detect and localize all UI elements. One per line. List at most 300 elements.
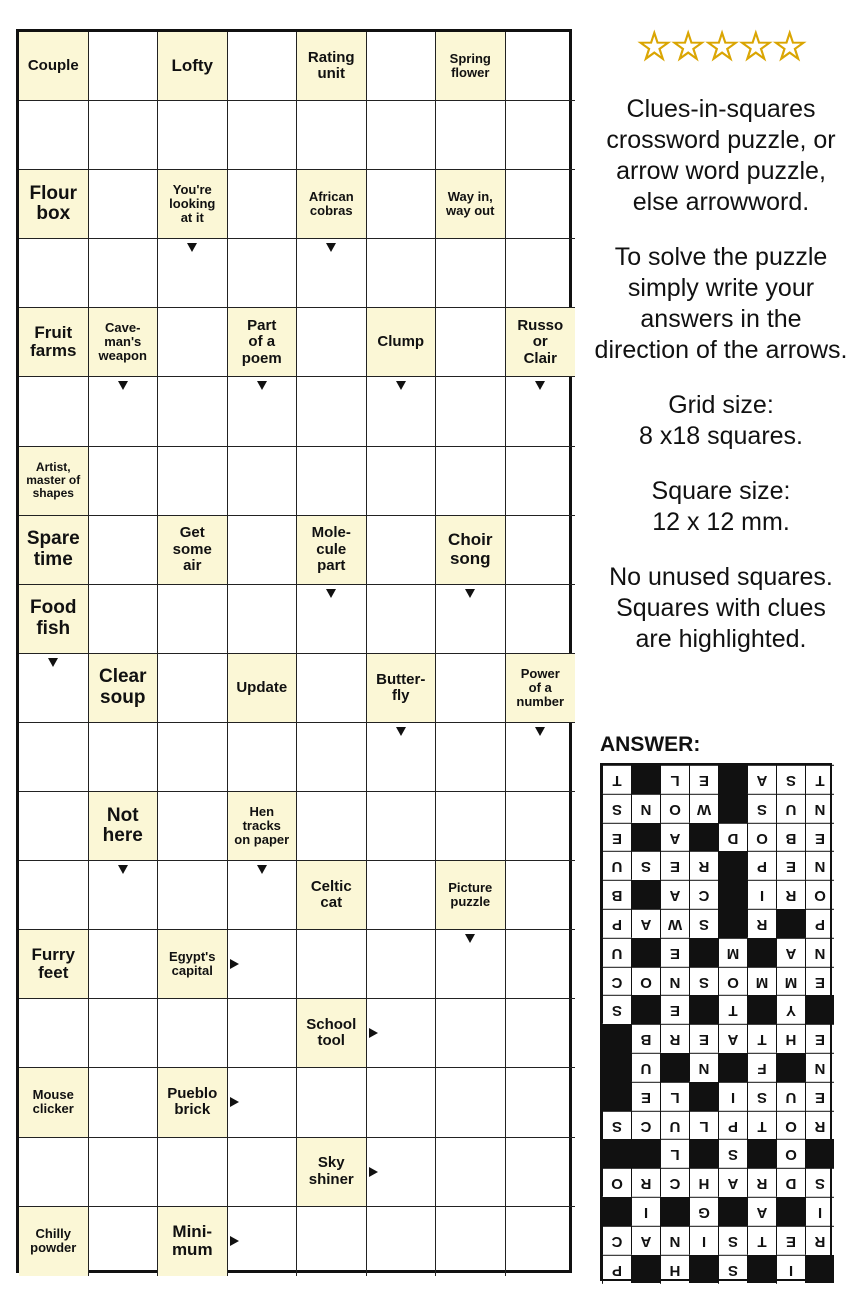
answer-cell[interactable] [89, 447, 159, 516]
answer-grid [600, 763, 832, 1281]
answer-black-cell [631, 765, 660, 794]
answer-cell[interactable] [506, 239, 576, 308]
answer-letter: R [660, 1024, 689, 1053]
answer-cell[interactable] [297, 447, 367, 516]
answer-cell[interactable] [506, 1207, 576, 1276]
arrow-down-icon [257, 865, 267, 874]
answer-letter: H [689, 1168, 718, 1197]
answer-letter: S [718, 1255, 747, 1284]
answer-black-cell [805, 1255, 834, 1284]
clue-text: Power of a number [516, 665, 565, 709]
answer-cell[interactable] [297, 1068, 367, 1137]
clue-cell [19, 170, 89, 239]
answer-cell[interactable] [506, 861, 576, 930]
answer-cell[interactable] [19, 239, 89, 308]
clue-text: Russo or Clair [517, 317, 564, 367]
answer-letter: R [805, 1111, 834, 1140]
clue-cell [297, 861, 367, 930]
answer-letter: E [776, 851, 805, 880]
answer-cell[interactable] [436, 723, 506, 792]
answer-cell[interactable] [297, 930, 367, 999]
answer-cell[interactable] [89, 516, 159, 585]
answer-black-cell [631, 1139, 660, 1168]
answer-cell[interactable] [158, 654, 228, 723]
answer-black-cell [689, 1082, 718, 1111]
answer-letter: N [805, 794, 834, 823]
answer-letter: N [660, 1226, 689, 1255]
answer-cell[interactable] [158, 101, 228, 170]
answer-cell[interactable] [436, 999, 506, 1068]
answer-letter: T [747, 1024, 776, 1053]
answer-letter: U [631, 1053, 660, 1082]
answer-cell[interactable] [506, 1068, 576, 1137]
answer-letter: E [631, 1082, 660, 1111]
answer-letter: I [747, 880, 776, 909]
answer-letter: P [805, 909, 834, 938]
clue-cell [297, 32, 367, 101]
answer-letter: U [602, 938, 631, 967]
clue-cell [19, 308, 89, 377]
answer-cell[interactable] [158, 999, 228, 1068]
answer-letter: C [602, 967, 631, 996]
answer-cell[interactable] [436, 101, 506, 170]
answer-cell[interactable] [228, 32, 298, 101]
clue-cell [228, 654, 298, 723]
answer-cell[interactable] [436, 1068, 506, 1137]
clue-text: Picture puzzle [448, 880, 493, 910]
answer-black-cell [776, 1053, 805, 1082]
answer-cell[interactable] [89, 170, 159, 239]
answer-black-cell [660, 1053, 689, 1082]
arrow-down-icon [396, 727, 406, 736]
answer-black-cell [718, 765, 747, 794]
answer-black-cell [718, 909, 747, 938]
answer-letter: E [805, 1024, 834, 1053]
answer-cell[interactable] [506, 32, 576, 101]
answer-cell[interactable] [158, 308, 228, 377]
answer-letter: O [602, 1168, 631, 1197]
answer-cell[interactable] [89, 101, 159, 170]
answer-cell[interactable] [89, 585, 159, 654]
answer-cell[interactable] [506, 792, 576, 861]
answer-letter: O [776, 1111, 805, 1140]
answer-cell[interactable] [367, 930, 437, 999]
answer-black-cell [747, 1255, 776, 1284]
arrow-down-icon [187, 243, 197, 252]
answer-cell[interactable] [436, 239, 506, 308]
answer-cell[interactable] [436, 377, 506, 446]
answer-letter: D [776, 1168, 805, 1197]
answer-letter: I [631, 1197, 660, 1226]
answer-cell[interactable] [228, 170, 298, 239]
clue-cell [19, 516, 89, 585]
answer-letter: B [602, 880, 631, 909]
clue-cell [228, 308, 298, 377]
answer-cell[interactable] [19, 723, 89, 792]
clue-cell [19, 930, 89, 999]
answer-cell[interactable] [506, 999, 576, 1068]
arrow-down-icon [396, 381, 406, 390]
answer-cell[interactable] [158, 723, 228, 792]
clue-text: Lofty [171, 55, 214, 75]
answer-letter: A [747, 1197, 776, 1226]
answer-cell[interactable] [228, 585, 298, 654]
answer-cell[interactable] [228, 516, 298, 585]
clue-cell [89, 308, 159, 377]
answer-letter: A [660, 880, 689, 909]
clue-text: Clump [377, 333, 425, 351]
answer-letter: R [805, 1226, 834, 1255]
clue-text: You're looking at it [169, 182, 216, 226]
answer-letter: P [747, 851, 776, 880]
answer-cell[interactable] [19, 1138, 89, 1207]
answer-cell[interactable] [436, 792, 506, 861]
answer-cell[interactable] [89, 723, 159, 792]
clue-text: Furry feet [31, 944, 75, 983]
clue-text: Cave- man's weapon [98, 320, 147, 364]
answer-cell[interactable] [228, 723, 298, 792]
clue-text: Food fish [30, 597, 77, 639]
clue-cell [158, 516, 228, 585]
clue-text: Update [236, 678, 288, 696]
answer-letter: I [718, 1082, 747, 1111]
clue-text: Pueblo brick [167, 1085, 218, 1119]
arrow-down-icon [118, 381, 128, 390]
answer-letter: P [602, 909, 631, 938]
answer-cell[interactable] [228, 999, 298, 1068]
answer-cell[interactable] [19, 101, 89, 170]
answer-letter: L [660, 765, 689, 794]
answer-cell[interactable] [19, 861, 89, 930]
clue-cell [89, 654, 159, 723]
instructions-text: To solve the puzzle simply write your answers in the direction of the arrows. [594, 243, 848, 364]
answer-letter: W [660, 909, 689, 938]
clue-text: Choir song [448, 530, 493, 568]
answer-letter: S [805, 1168, 834, 1197]
arrow-right-icon [369, 1167, 378, 1177]
clue-cell [506, 654, 576, 723]
answer-letter: N [805, 938, 834, 967]
answer-cell[interactable] [506, 101, 576, 170]
clue-cell [89, 792, 159, 861]
answer-cell[interactable] [506, 516, 576, 585]
answer-letter: I [776, 1255, 805, 1284]
arrow-right-icon [369, 1028, 378, 1038]
answer-letter: N [805, 851, 834, 880]
notes-text: No unused squares. Squares with clues are highlighted. [609, 563, 833, 653]
answer-letter: L [660, 1082, 689, 1111]
answer-cell[interactable] [158, 792, 228, 861]
answer-letter: N [805, 1053, 834, 1082]
answer-cell[interactable] [297, 654, 367, 723]
answer-letter: R [689, 851, 718, 880]
answer-letter: T [602, 765, 631, 794]
answer-letter: I [805, 1197, 834, 1226]
answer-black-cell [805, 995, 834, 1024]
square-size-text: Square size: 12 x 12 mm. [651, 477, 791, 536]
clue-text: Part of a poem [241, 317, 282, 367]
answer-cell[interactable] [158, 447, 228, 516]
answer-letter: L [689, 1111, 718, 1140]
answer-letter: O [805, 880, 834, 909]
answer-letter: E [689, 1024, 718, 1053]
answer-black-cell [747, 995, 776, 1024]
answer-cell[interactable] [297, 792, 367, 861]
answer-letter: L [660, 1139, 689, 1168]
answer-black-cell [631, 938, 660, 967]
answer-letter: A [631, 1226, 660, 1255]
clue-text: Flour box [29, 182, 77, 225]
answer-letter: W [689, 794, 718, 823]
arrow-right-icon [230, 959, 239, 969]
answer-letter: O [776, 1139, 805, 1168]
answer-cell[interactable] [89, 32, 159, 101]
answer-black-cell [805, 1139, 834, 1168]
clue-text: Butter- fly [376, 670, 426, 704]
answer-letter: C [689, 880, 718, 909]
answer-letter: S [747, 1082, 776, 1111]
answer-letter: E [602, 823, 631, 852]
answer-cell[interactable] [19, 999, 89, 1068]
answer-cell[interactable] [436, 1138, 506, 1207]
clue-cell [297, 170, 367, 239]
clue-cell [436, 516, 506, 585]
clue-text: Way in, way out [446, 189, 495, 219]
answer-cell[interactable] [297, 377, 367, 446]
answer-letter: A [776, 938, 805, 967]
answer-letter: U [776, 794, 805, 823]
clue-cell [436, 170, 506, 239]
clue-cell [158, 1068, 228, 1137]
answer-letter: S [689, 909, 718, 938]
answer-cell[interactable] [89, 1068, 159, 1137]
arrow-down-icon [48, 658, 58, 667]
answer-black-cell [660, 1197, 689, 1226]
answer-cell[interactable] [367, 585, 437, 654]
answer-letter: P [602, 1255, 631, 1284]
answer-black-cell [689, 1255, 718, 1284]
answer-letter: C [660, 1168, 689, 1197]
answer-cell[interactable] [89, 239, 159, 308]
answer-cell[interactable] [506, 585, 576, 654]
arrow-down-icon [257, 381, 267, 390]
answer-black-cell [631, 995, 660, 1024]
answer-black-cell [689, 938, 718, 967]
clue-cell [297, 1138, 367, 1207]
answer-cell[interactable] [436, 308, 506, 377]
answer-letter: E [805, 823, 834, 852]
clue-cell [367, 654, 437, 723]
answer-letter: E [805, 1082, 834, 1111]
clue-text: Rating unit [307, 48, 355, 83]
answer-letter: A [631, 909, 660, 938]
answer-cell[interactable] [158, 861, 228, 930]
answer-cell[interactable] [506, 447, 576, 516]
clue-text: Mole- cule part [311, 524, 351, 574]
clue-text: Not here [102, 804, 143, 847]
arrow-down-icon [465, 934, 475, 943]
answer-black-cell [718, 851, 747, 880]
answer-letter: C [602, 1226, 631, 1255]
clue-cell [19, 447, 89, 516]
clue-text: Get some air [172, 524, 212, 574]
answer-letter: A [718, 1024, 747, 1053]
answer-cell[interactable] [367, 32, 437, 101]
answer-cell[interactable] [436, 1207, 506, 1276]
clue-cell [228, 792, 298, 861]
clue-cell [367, 308, 437, 377]
answer-cell[interactable] [89, 1138, 159, 1207]
answer-cell[interactable] [367, 1207, 437, 1276]
answer-cell[interactable] [297, 1207, 367, 1276]
answer-black-cell [689, 1139, 718, 1168]
clue-cell [158, 170, 228, 239]
clue-cell [158, 1207, 228, 1276]
answer-letter: E [660, 995, 689, 1024]
answer-black-cell [718, 880, 747, 909]
answer-cell[interactable] [436, 447, 506, 516]
answer-letter: Y [776, 995, 805, 1024]
answer-cell[interactable] [158, 1138, 228, 1207]
answer-cell[interactable] [228, 239, 298, 308]
answer-cell[interactable] [228, 101, 298, 170]
clue-text: African cobras [308, 189, 354, 219]
answer-letter: B [631, 1024, 660, 1053]
intro-text: Clues-in-squares crossword puzzle, or arrow word puzzle, else arrowword. [606, 95, 836, 216]
answer-letter: H [776, 1024, 805, 1053]
answer-letter: R [747, 909, 776, 938]
answer-letter: I [689, 1226, 718, 1255]
clue-cell [297, 999, 367, 1068]
answer-cell[interactable] [228, 447, 298, 516]
answer-letter: S [602, 1111, 631, 1140]
answer-cell[interactable] [506, 170, 576, 239]
arrow-down-icon [326, 589, 336, 598]
arrow-down-icon [465, 589, 475, 598]
clue-cell [297, 516, 367, 585]
answer-letter: S [689, 967, 718, 996]
answer-black-cell [718, 794, 747, 823]
answer-letter: S [718, 1139, 747, 1168]
clue-cell [19, 1068, 89, 1137]
answer-black-cell [689, 995, 718, 1024]
answer-black-cell [602, 1139, 631, 1168]
answer-letter: S [631, 851, 660, 880]
answer-letter: E [805, 967, 834, 996]
clue-text: Spare time [26, 528, 80, 570]
answer-cell[interactable] [158, 377, 228, 446]
answer-letter: T [718, 995, 747, 1024]
answer-cell[interactable] [89, 930, 159, 999]
answer-label: ANSWER: [600, 733, 701, 756]
clue-text: Couple [27, 56, 79, 74]
answer-cell[interactable] [436, 654, 506, 723]
answer-letter: T [805, 765, 834, 794]
answer-cell[interactable] [506, 930, 576, 999]
answer-letter: A [747, 765, 776, 794]
answer-cell[interactable] [297, 723, 367, 792]
answer-letter: U [660, 1111, 689, 1140]
answer-cell[interactable] [367, 447, 437, 516]
answer-letter: O [660, 794, 689, 823]
answer-letter: N [689, 1053, 718, 1082]
answer-cell[interactable] [158, 585, 228, 654]
answer-cell[interactable] [367, 1068, 437, 1137]
answer-cell[interactable] [367, 101, 437, 170]
answer-cell[interactable] [89, 999, 159, 1068]
info-panel [578, 24, 864, 655]
answer-letter: S [602, 995, 631, 1024]
answer-letter: S [776, 765, 805, 794]
arrow-down-icon [326, 243, 336, 252]
clue-cell [19, 585, 89, 654]
clue-cell [19, 1207, 89, 1276]
answer-cell[interactable] [19, 792, 89, 861]
answer-cell[interactable] [297, 308, 367, 377]
answer-letter: E [660, 938, 689, 967]
answer-black-cell [689, 823, 718, 852]
answer-cell[interactable] [297, 101, 367, 170]
answer-cell[interactable] [367, 861, 437, 930]
answer-letter: B [776, 823, 805, 852]
answer-letter: T [747, 1111, 776, 1140]
answer-cell[interactable] [89, 1207, 159, 1276]
clue-cell [158, 930, 228, 999]
answer-cell[interactable] [506, 1138, 576, 1207]
answer-letter: E [660, 851, 689, 880]
answer-letter: U [776, 1082, 805, 1111]
clue-text: Sky shiner [308, 1154, 354, 1188]
answer-cell[interactable] [367, 239, 437, 308]
clue-cell [436, 861, 506, 930]
clue-text: Spring flower [449, 51, 491, 81]
answer-letter: A [718, 1168, 747, 1197]
answer-black-cell [747, 1139, 776, 1168]
answer-letter: N [660, 967, 689, 996]
answer-letter: M [747, 967, 776, 996]
answer-letter: R [747, 1168, 776, 1197]
clue-cell [19, 32, 89, 101]
clue-text: Clear soup [98, 666, 147, 708]
clue-text: Artist, master of shapes [26, 460, 81, 501]
answer-letter: H [660, 1255, 689, 1284]
answer-black-cell [776, 1197, 805, 1226]
rating-stars[interactable]: ☆☆☆☆☆ [636, 25, 806, 69]
answer-letter: C [631, 1111, 660, 1140]
answer-cell[interactable] [228, 1138, 298, 1207]
clue-cell [506, 308, 576, 377]
answer-black-cell [602, 1197, 631, 1226]
answer-letter: S [747, 794, 776, 823]
answer-letter: R [776, 880, 805, 909]
answer-black-cell [602, 1082, 631, 1111]
crossword-grid [16, 29, 572, 1273]
answer-letter: S [602, 794, 631, 823]
clue-cell [158, 32, 228, 101]
answer-cell[interactable] [367, 170, 437, 239]
answer-letter: M [718, 938, 747, 967]
clue-text: Chilly powder [30, 1226, 77, 1256]
clue-text: School tool [306, 1016, 357, 1050]
arrow-down-icon [535, 381, 545, 390]
answer-cell[interactable] [367, 792, 437, 861]
answer-black-cell [747, 938, 776, 967]
answer-cell[interactable] [367, 516, 437, 585]
answer-black-cell [602, 1024, 631, 1053]
answer-black-cell [718, 1197, 747, 1226]
answer-letter: G [689, 1197, 718, 1226]
answer-cell[interactable] [19, 377, 89, 446]
